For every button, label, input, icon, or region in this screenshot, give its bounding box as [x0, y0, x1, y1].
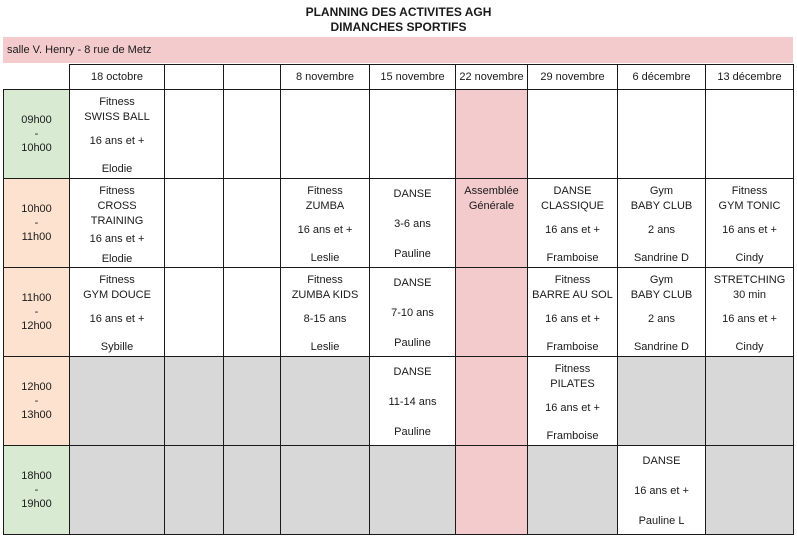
time-separator: -: [34, 306, 39, 318]
empty-cell: [528, 90, 618, 179]
activity-coach: Sandrine D: [633, 341, 690, 353]
column-header: 6 décembre: [618, 65, 706, 90]
time-slot: [4, 179, 70, 268]
column-header: 15 novembre: [370, 65, 456, 90]
activity-age: 2 ans: [648, 224, 675, 236]
empty-cell: [165, 179, 224, 268]
time-separator: -: [34, 395, 39, 407]
activity-type: Fitness: [99, 274, 135, 286]
activity-type: DANSE: [393, 188, 432, 200]
activity-cell: [528, 357, 618, 446]
activity-age: 16 ans et +: [634, 485, 689, 497]
time-slot: [4, 357, 70, 446]
time-end: 10h00: [21, 142, 52, 154]
activity-coach: Pauline: [394, 337, 431, 349]
activity-cell: [706, 268, 794, 357]
unavailable-cell: [370, 446, 456, 535]
assembly-label-line1: Assemblée: [464, 185, 519, 197]
time-start: 09h00: [21, 114, 52, 126]
column-header: [224, 65, 281, 90]
activity-type: STRETCHING: [713, 274, 786, 286]
time-start: 18h00: [21, 470, 52, 482]
column-header: [165, 65, 224, 90]
time-end: 19h00: [21, 498, 52, 510]
table-row: [4, 179, 794, 268]
activity-coach: Cindy: [735, 252, 764, 264]
unavailable-cell: [165, 357, 224, 446]
activity-name: PILATES: [550, 378, 595, 390]
unavailable-cell: [224, 446, 281, 535]
activity-age: 16 ans et +: [722, 224, 777, 236]
activity-type: Gym: [649, 274, 674, 286]
time-start: 11h00: [21, 292, 52, 304]
activity-type: Fitness: [554, 274, 591, 286]
activity-type: Fitness: [307, 185, 343, 197]
activity-type: Fitness: [99, 96, 135, 108]
unavailable-cell: [165, 446, 224, 535]
time-start: 12h00: [21, 381, 52, 393]
activity-type: DANSE: [642, 455, 681, 467]
activity-name: SWISS BALL: [84, 111, 150, 123]
activity-coach: Sandrine D: [633, 252, 690, 264]
activity-coach: Cindy: [735, 341, 764, 353]
activity-age: 16 ans et +: [89, 233, 145, 246]
activity-name: ZUMBA: [305, 200, 345, 212]
column-header: 8 novembre: [281, 65, 370, 90]
table-row: [4, 90, 794, 179]
empty-cell: [224, 268, 281, 357]
table-row: [4, 446, 794, 535]
time-slot: [4, 268, 70, 357]
activity-age: 2 ans: [648, 313, 675, 325]
empty-cell: [281, 90, 370, 179]
activity-coach: Elodie: [101, 253, 133, 265]
unavailable-cell: [706, 357, 794, 446]
activity-coach: Framboise: [546, 252, 599, 264]
activity-coach: Framboise: [546, 341, 599, 353]
activity-type: Fitness: [731, 185, 768, 197]
assembly-label-line2: Générale: [468, 200, 515, 212]
time-separator: -: [34, 217, 39, 229]
activity-cell: [70, 268, 165, 357]
assembly-cell: [456, 179, 528, 268]
activity-cell: [618, 268, 706, 357]
empty-cell: [224, 179, 281, 268]
unavailable-cell: [706, 446, 794, 535]
assembly-cell: [456, 357, 528, 446]
empty-cell: [618, 90, 706, 179]
column-header: 13 décembre: [706, 65, 794, 90]
activity-name: BARRE AU SOL: [532, 289, 613, 301]
time-end: 13h00: [21, 409, 52, 421]
activity-name: ZUMBA KIDS: [291, 289, 359, 301]
time-end: 11h00: [21, 231, 52, 243]
activity-name: GYM DOUCE: [83, 289, 151, 301]
unavailable-cell: [281, 446, 370, 535]
header-row: [4, 65, 794, 90]
activity-coach: Leslie: [310, 252, 340, 264]
assembly-cell: [456, 268, 528, 357]
activity-coach: Elodie: [101, 163, 133, 175]
empty-cell: [370, 90, 456, 179]
activity-cell: [706, 179, 794, 268]
activity-cell: [618, 446, 706, 535]
activity-age: 16 ans et +: [722, 313, 777, 325]
activity-age: 7-10 ans: [391, 307, 434, 319]
activity-age: 16 ans et +: [297, 224, 353, 236]
empty-cell: [706, 90, 794, 179]
activity-coach: Leslie: [310, 341, 340, 353]
activity-cell: [370, 268, 456, 357]
empty-cell: [224, 90, 281, 179]
activity-cell: [281, 179, 370, 268]
activity-age: 16 ans et +: [545, 313, 600, 325]
activity-age: 16 ans et +: [89, 313, 145, 325]
venue-banner: salle V. Henry - 8 rue de Metz: [3, 37, 793, 63]
activity-age: 3-6 ans: [394, 218, 431, 230]
unavailable-cell: [618, 357, 706, 446]
time-start: 10h00: [21, 203, 52, 215]
activity-coach: Pauline L: [638, 515, 685, 527]
activity-coach: Framboise: [546, 430, 599, 442]
activity-cell: [370, 179, 456, 268]
table-row: [4, 268, 794, 357]
activity-name: CROSS TRAINING: [90, 200, 144, 227]
activity-age: 11-14 ans: [388, 396, 437, 408]
time-end: 12h00: [21, 320, 52, 332]
activity-cell: [528, 179, 618, 268]
page-subtitle: DIMANCHES SPORTIFS: [330, 20, 467, 34]
activity-name: BABY CLUB: [630, 289, 693, 301]
page-title: PLANNING DES ACTIVITES AGH: [305, 5, 492, 19]
activity-cell: [528, 268, 618, 357]
time-separator: -: [34, 128, 39, 140]
activity-type: DANSE: [553, 185, 592, 197]
unavailable-cell: [281, 357, 370, 446]
activity-age: 16 ans et +: [545, 402, 600, 414]
assembly-cell: [456, 446, 528, 535]
column-header: 29 novembre: [528, 65, 618, 90]
time-slot: [4, 90, 70, 179]
unavailable-cell: [70, 446, 165, 535]
activity-name: BABY CLUB: [630, 200, 693, 212]
activity-type: Fitness: [554, 363, 591, 375]
activity-cell: [281, 268, 370, 357]
activity-type: Fitness: [307, 274, 343, 286]
header-corner: [4, 65, 70, 90]
empty-cell: [165, 90, 224, 179]
empty-cell: [165, 268, 224, 357]
activity-cell: [70, 90, 165, 179]
unavailable-cell: [224, 357, 281, 446]
table-row: [4, 357, 794, 446]
activity-type: Gym: [649, 185, 674, 197]
activity-name: 30 min: [732, 289, 767, 301]
activity-type: DANSE: [393, 277, 432, 289]
time-slot: [4, 446, 70, 535]
activity-cell: [370, 357, 456, 446]
activity-age: 16 ans et +: [89, 135, 145, 147]
activity-coach: Pauline: [394, 426, 431, 438]
activity-cell: [70, 179, 165, 268]
activity-age: 8-15 ans: [303, 313, 347, 325]
column-header: 22 novembre: [456, 65, 528, 90]
unavailable-cell: [70, 357, 165, 446]
activity-name: GYM TONIC: [718, 200, 781, 212]
time-separator: -: [34, 484, 39, 496]
schedule-table: [3, 64, 794, 535]
activity-name: CLASSIQUE: [541, 200, 604, 212]
assembly-cell: [456, 90, 528, 179]
activity-type: Fitness: [99, 185, 135, 197]
unavailable-cell: [528, 446, 618, 535]
activity-coach: Pauline: [394, 248, 431, 260]
activity-type: DANSE: [393, 366, 432, 378]
activity-cell: [618, 179, 706, 268]
activity-coach: Sybille: [100, 341, 134, 353]
activity-age: 16 ans et +: [545, 224, 600, 236]
column-header: 18 octobre: [70, 65, 165, 90]
